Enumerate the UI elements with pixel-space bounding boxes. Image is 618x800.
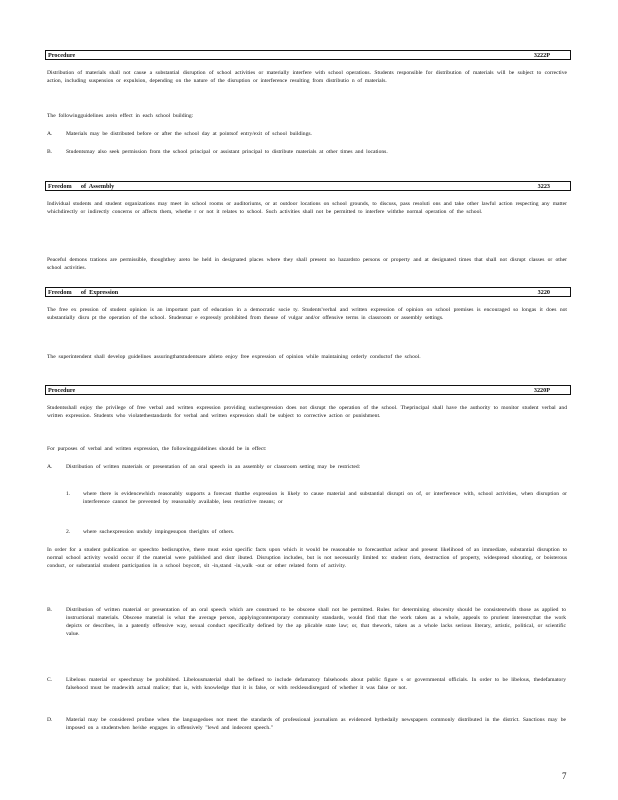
- section-title: Freedom of Assembly: [48, 183, 115, 190]
- list-marker: B.: [47, 149, 53, 155]
- list-item: where suchexpression unduly impingesupon therights of others.: [83, 529, 235, 535]
- list-marker: A.: [47, 464, 53, 470]
- list-item: Studentsmay also seek permission from the school principal or assistant principal to distribute materials at other times and locations.: [66, 149, 388, 155]
- paragraph: The free ex pression of student opinion is an important part of education in a democratic socie ty. Students'verbal and written expression of opinion on school premises is encouraged so longas it does not substantially disru pt the operation of the school. Studentsar e expressly prohibited from theuse of vulgar and/or offensive terms in classroom or assembly settings.: [47, 307, 567, 321]
- list-marker: 2.: [66, 529, 71, 535]
- section-header-freedom-of-assembly: [45, 181, 571, 191]
- list-item: Libelous material or speechmay be prohibited. Libelousmaterial shall be defined to include defamatory falsehoods about public figure s or governmental officials. In order to be libelous, thedefamatory falsehood must be madewith actual malice; that is, with knowledge that it is false, or with recklessdisregard of whether it was false or not.: [66, 677, 566, 691]
- policy-code: 3220P: [533, 387, 550, 394]
- paragraph: Distribution of materials shall not cause a substantial disruption of school activities or materially interfere with school operations. Students responsible for distribution of materials will be subject to corrective action, including suspension or expulsion, depending on the nature of the disruption or interference resulting from distributio n of materials.: [47, 70, 567, 84]
- paragraph: Peaceful demons trations are permissible, thoughthey areto be held in designated places where they shall present no hazardsto persons or property and at designated times that shall not disrupt classes or other school activities.: [47, 257, 567, 271]
- list-marker: C.: [47, 677, 53, 683]
- list-marker: A.: [47, 131, 53, 137]
- list-item: Material may be considered profane when the languagedoes not meet the standards of professional journalism as evidenced bythedaily newspapers commonly distributed in the district. Sanctions may be imposed on a studentwhen he/she engages in offensively "lewd and indecent speech.": [66, 717, 566, 731]
- list-marker: D.: [47, 717, 53, 723]
- section-title: Procedure: [48, 52, 76, 59]
- page-number: 7: [562, 771, 567, 781]
- list-item: Materials may be distributed before or after the school day at pointsof entry/exit of school buildings.: [66, 131, 312, 137]
- paragraph: The followingguidelines arein effect in each school building:: [47, 113, 194, 119]
- section-header-procedure-3220p: [45, 385, 571, 395]
- section-header-freedom-of-expression: [45, 287, 571, 297]
- section-header-procedure-3222p: [45, 50, 571, 60]
- section-title: Procedure: [48, 387, 76, 394]
- section-title: Freedom of Expression: [48, 289, 119, 296]
- policy-code: 3222P: [533, 52, 550, 59]
- paragraph: Individual students and student organizations may meet in school rooms or auditoriums, or at outdoor locations on school grounds, to discuss, pass resoluti ons and take other lawful action respecting any matter whichdirectly or indirectly concerns or affects them, whethe r or not it relates to school. Such activities shall not be permitted to interfere withthe normal operation of the school.: [47, 201, 567, 215]
- policy-code: 3220: [537, 289, 550, 296]
- paragraph: The superintendent shall develop guidelines assuringthatstudentsare ableto enjoy free expression of opinion while maintaining orderly conductof the school.: [47, 354, 421, 360]
- list-item: Distribution of written material or presentation of an oral speech which are construed to be obscene shall not be permitted. Rules for determining obscenity should be consistentwith those as applied to instructional materials. Obscene material is what the average person, applyingcontemporary community standards, would find that the work taken as a whole, appeals to prurient interests;that the work depicts or describes, in a patently offensive way, sexual conduct specifically defined by the ap plicable state law; or, that thework, taken as a whole lacks serious literary, artistic, political, or scientific value.: [66, 607, 566, 637]
- list-item: Distribution of written materials or presentation of an oral speech in an assembly or classroom setting may be restricted:: [66, 464, 361, 470]
- paragraph: In order for a student publication or speechto bedisruptive, there must exist specific facts upon which it would be reasonable to forecastthat aclear and present likelihood of an immediate, substantial disruption to normal school activity would occur if the material were published and distr ibuted. Disruption includes, but is not necessarily limited to: student riots, destruction of property, widespread shouting, or boisterous conduct, or substantial student participation in a school boycott, sit -in,stand -in,walk -out or other related form of activity.: [47, 547, 567, 569]
- policy-code: 3223: [537, 183, 550, 190]
- paragraph: For purposes of verbal and written expression, the followingguidelines should be in effect:: [47, 446, 267, 452]
- list-item: where there is evidencewhich reasonably supports a forecast thatthe expression is likely to cause material and substantial disrupti on of, or interference with, school activities, when disruption or interference cannot be prevented by reasonably available, less restrictive means; or: [83, 491, 567, 505]
- list-marker: 1.: [66, 491, 71, 497]
- paragraph: Studentsshall enjoy the privilege of free verbal and written expression providing suchexpression does not disrupt the operation of the school. Theprincipal shall have the authority to monitor student verbal and written expression. Students who violatethestandards for verbal and written expression shall be subject to corrective action or punishment.: [47, 405, 567, 419]
- list-marker: B.: [47, 607, 53, 613]
